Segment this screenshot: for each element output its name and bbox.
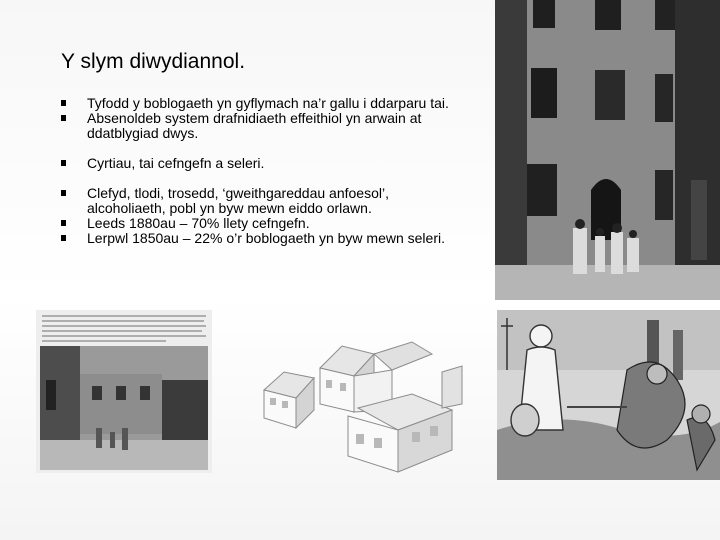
bullet-marker-icon [61,235,66,241]
bullet-item [61,186,461,216]
bullet-text: Lerpwl 1850au – 22% o’r boblogaeth yn byw mewn seleri. [87,230,445,246]
bullet-text: Absenoldeb system drafnidiaeth effeithiol yn arwain at ddatblygiad dwys. [87,110,422,141]
bullet-marker-icon [61,190,66,196]
bullet-text: Leeds 1880au – 70% llety cefngefn. [87,215,310,231]
bullet-marker-icon [61,100,66,106]
bullet-list [61,96,461,246]
bullet-item [61,231,461,246]
bullet-item [61,216,461,231]
bullet-marker-icon [61,160,66,166]
bullet-text: Tyfodd y boblogaeth yn gyflymach na’r gallu i ddarparu tai. [87,95,449,111]
courtyard-photo [495,0,720,300]
clipping-photo [36,310,212,473]
bullet-item [61,96,461,111]
bullet-item [61,111,461,141]
bullet-marker-icon [61,115,66,121]
slide-title: Y slym diwydiannol. [61,50,246,73]
back-to-back-diagram [262,338,498,478]
bullet-marker-icon [61,220,66,226]
bullet-text: Cyrtiau, tai cefngefn a seleri. [87,155,265,171]
bullet-text: Clefyd, tlodi, trosedd, ‘gweithgareddau anfoesol’, alcoholiaeth, pobl yn byw mewn eiddo orlawn. [87,185,389,216]
bullet-item [61,156,461,171]
victorian-cartoon [497,310,720,480]
